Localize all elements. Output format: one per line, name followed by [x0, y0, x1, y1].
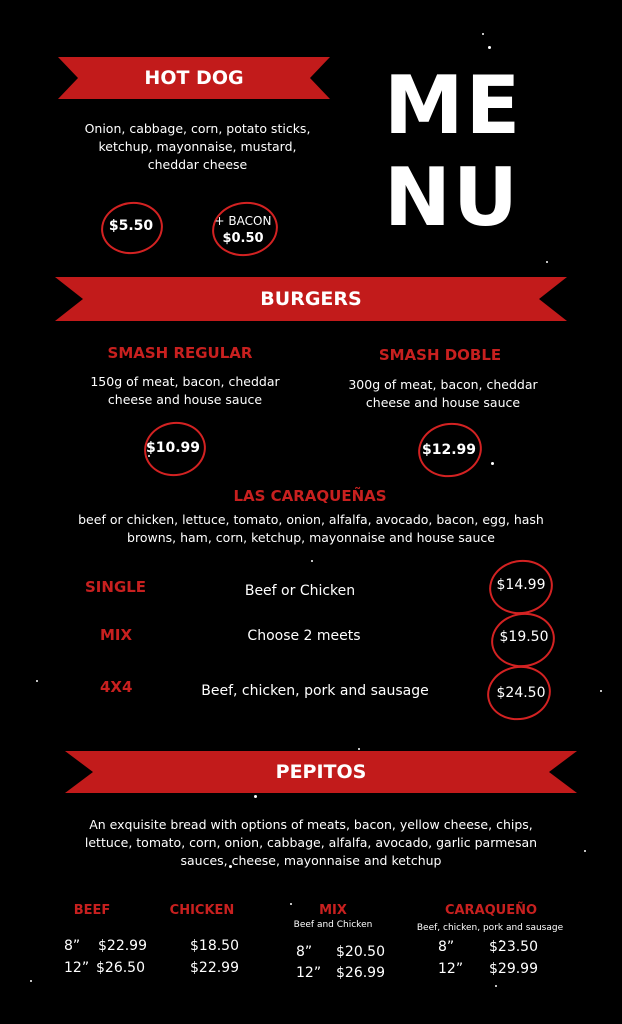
- pepito-size: 8”: [296, 944, 313, 960]
- pepito-option-name: BEEF: [73, 903, 111, 918]
- pepito-price: $26.50: [96, 960, 145, 976]
- pepito-price: $22.99: [190, 960, 239, 976]
- caraquenas-row-desc: Beef, chicken, pork and sausage: [201, 683, 429, 699]
- pepito-price: $22.99: [98, 938, 147, 954]
- caraquenas-row-label: SINGLE: [85, 578, 147, 596]
- burgers-title: BURGERS: [260, 288, 362, 310]
- pepito-size: 12”: [438, 961, 464, 977]
- pepito-size: 8”: [438, 939, 455, 955]
- burgers-banner: [55, 277, 567, 321]
- pepitos-banner: [65, 751, 577, 793]
- caraquenas-row-price: $14.99: [496, 577, 546, 593]
- caraquenas-row-label: 4X4: [100, 678, 133, 696]
- hotdog-description: Onion, cabbage, corn, potato sticks, ketchup, mayonnaise, mustard, cheddar cheese: [84, 121, 311, 172]
- caraquenas-row-desc: Beef or Chicken: [244, 583, 356, 599]
- menu-title-line2: NU: [384, 151, 520, 244]
- pepito-option-name: CHICKEN: [169, 903, 235, 918]
- pepito-size: 12”: [64, 960, 90, 976]
- smash-regular-price: $10.99: [145, 440, 201, 456]
- caraquenas-row-price: $24.50: [496, 685, 546, 701]
- pepito-size: 12”: [296, 965, 322, 981]
- hotdog-banner: [58, 57, 330, 99]
- bacon-price-circle: [209, 198, 282, 261]
- caraquenas-row-label: MIX: [100, 626, 133, 644]
- caraquenas-description: beef or chicken, lettuce, tomato, onion, alfalfa, avocado, bacon, egg, hash browns, ham, corn, ketchup, mayonnaise and house sauce: [78, 512, 544, 545]
- caraquenas-row-price: $19.50: [499, 629, 549, 645]
- pepito-price: $18.50: [190, 938, 239, 954]
- pepitos-description: An exquisite bread with options of meats, bacon, yellow cheese, chips, lettuce, tomato, corn, onion, cabbage, alfalfa, avocado, garlic parmesan sauces, cheese, mayonnaise and ketchup: [84, 817, 538, 868]
- smash-regular-description: 150g of meat, bacon, cheddar cheese and house sauce: [90, 374, 280, 407]
- caraquenas-row-desc: Choose 2 meets: [247, 628, 361, 644]
- pepito-price: $29.99: [489, 961, 538, 977]
- pepito-price: $23.50: [489, 939, 538, 955]
- smash-doble-price: $12.99: [421, 442, 477, 458]
- pepito-price: $20.50: [336, 944, 385, 960]
- pepitos-title: PEPITOS: [275, 761, 367, 783]
- hotdog-title: HOT DOG: [144, 67, 244, 89]
- bacon-addon-label: + BACON: [214, 214, 272, 228]
- pepito-option-name: CARAQUEÑO: [444, 903, 538, 918]
- smash-doble-description: 300g of meat, bacon, cheddar cheese and house sauce: [348, 377, 538, 410]
- bacon-addon-price: $0.50: [222, 231, 264, 246]
- hotdog-price: $5.50: [108, 218, 154, 234]
- pepito-size: 8”: [64, 938, 81, 954]
- smash-doble-name: SMASH DOBLE: [378, 346, 502, 364]
- menu-title-line1: ME: [384, 59, 523, 152]
- caraquenas-title: LAS CARAQUEÑAS: [233, 487, 387, 505]
- smash-regular-name: SMASH REGULAR: [107, 344, 253, 362]
- pepito-option-sub: Beef, chicken, pork and sausage: [416, 923, 564, 933]
- pepito-price: $26.99: [336, 965, 385, 981]
- pepito-option-sub: Beef and Chicken: [293, 920, 373, 930]
- pepito-option-name: MIX: [319, 903, 347, 918]
